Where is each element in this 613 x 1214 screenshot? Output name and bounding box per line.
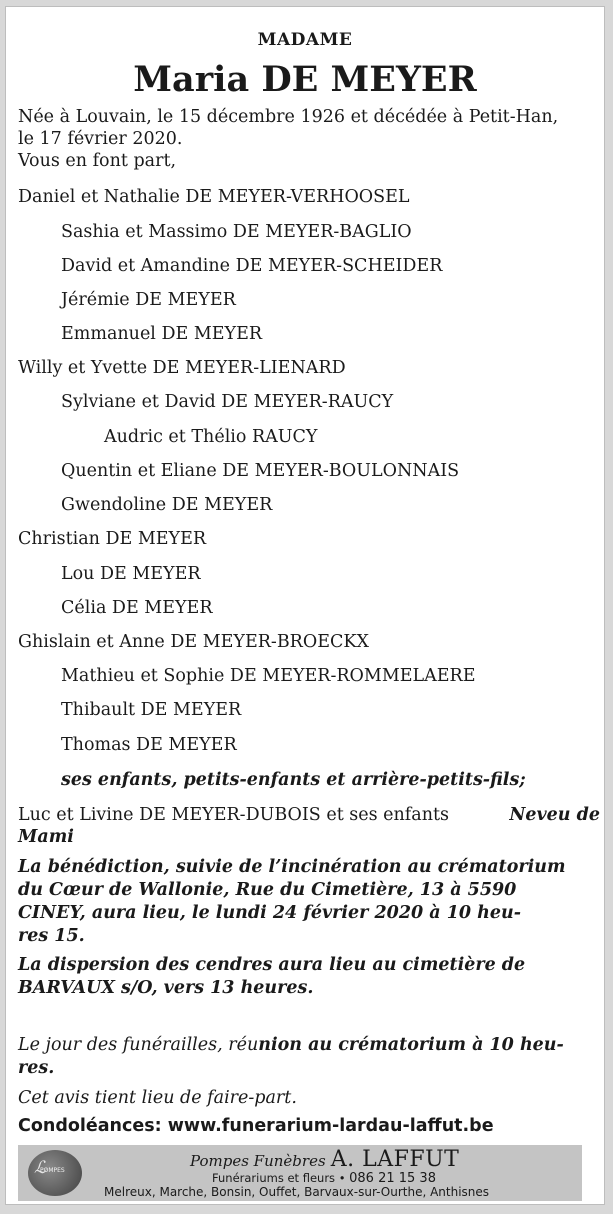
reunion-part: Le jour des funérailles, réu bbox=[18, 1035, 259, 1055]
dispersion-line: La dispersion des cendres aura lieu au cimetière de bbox=[18, 955, 526, 975]
dispersion-text bbox=[18, 954, 600, 1000]
family-member: Lou DE MEYER bbox=[61, 564, 201, 584]
funeral-home-title-small: Pompes Funèbres bbox=[190, 1152, 326, 1170]
funeral-home-title bbox=[190, 1147, 459, 1172]
logo-mark: ℒ bbox=[34, 1158, 47, 1178]
intro-line: Née à Louvain, le 15 décembre 1926 et décédée à Petit-Han, bbox=[18, 107, 559, 127]
dispersion-line: BARVAUX s/O, vers 13 heures. bbox=[18, 978, 314, 998]
family-member: Thibault DE MEYER bbox=[61, 700, 242, 720]
funeral-home-title-big: A. LAFFUT bbox=[330, 1147, 460, 1172]
nephew-label: Neveu de bbox=[509, 805, 600, 825]
intro-line: le 17 février 2020. bbox=[18, 129, 183, 149]
obituary-card bbox=[5, 6, 605, 1205]
ceremony-line: CINEY, aura lieu, le lundi 24 février 2020 à 10 heu- bbox=[18, 903, 521, 923]
nephew-names: Luc et Livine DE MEYER-DUBOIS et ses enfants bbox=[18, 805, 450, 825]
ceremony-line: res 15. bbox=[18, 926, 85, 946]
family-member: Willy et Yvette DE MEYER-LIENARD bbox=[18, 358, 346, 378]
family-member: Célia DE MEYER bbox=[61, 598, 213, 618]
reunion-part-bold: res. bbox=[18, 1058, 55, 1078]
family-member: Jérémie DE MEYER bbox=[61, 290, 236, 310]
funeral-home-services: Funérariums et fleurs • bbox=[212, 1171, 346, 1185]
nephew-block bbox=[18, 804, 600, 848]
condolences-link[interactable]: Condoléances: www.funerarium-lardau-laffut.be bbox=[18, 1116, 494, 1136]
ceremony-line: La bénédiction, suivie de l’incinération au crématorium bbox=[18, 857, 566, 877]
family-member: Emmanuel DE MEYER bbox=[61, 324, 263, 344]
family-member: Quentin et Eliane DE MEYER-BOULONNAIS bbox=[61, 461, 460, 481]
family-member: Ghislain et Anne DE MEYER-BROECKX bbox=[18, 632, 369, 652]
family-member: Daniel et Nathalie DE MEYER-VERHOOSEL bbox=[18, 187, 410, 207]
family-member: Audric et Thélio RAUCY bbox=[104, 427, 318, 447]
family-member: Mathieu et Sophie DE MEYER-ROMMELAERE bbox=[61, 666, 476, 686]
family-member: Thomas DE MEYER bbox=[61, 735, 237, 755]
family-member: Christian DE MEYER bbox=[18, 529, 207, 549]
reunion-part-bold: nion au crématorium à 10 heu- bbox=[258, 1035, 564, 1055]
deceased-name: Maria DE MEYER bbox=[133, 59, 477, 100]
ceremony-line: du Cœur de Wallonie, Rue du Cimetière, 13 à 5590 bbox=[18, 880, 517, 900]
reunion-text bbox=[18, 1034, 600, 1080]
logo-text: POMPES bbox=[40, 1167, 65, 1174]
funeral-home-contact bbox=[212, 1171, 436, 1186]
intro-text bbox=[18, 106, 600, 172]
funeral-home-logo-icon bbox=[28, 1150, 82, 1196]
family-member: David et Amandine DE MEYER-SCHEIDER bbox=[61, 256, 443, 276]
funeral-home-towns: Melreux, Marche, Bonsin, Ouffet, Barvaux-sur-Ourthe, Anthisnes bbox=[104, 1185, 490, 1199]
funeral-home-phone: 086 21 15 38 bbox=[349, 1171, 436, 1186]
descendants-line: ses enfants, petits-enfants et arrière-petits-fils; bbox=[61, 770, 526, 790]
family-member: Sylviane et David DE MEYER-RAUCY bbox=[61, 392, 394, 412]
family-member: Sashia et Massimo DE MEYER-BAGLIO bbox=[61, 222, 412, 242]
ceremony-text bbox=[18, 856, 600, 948]
notice-text: Cet avis tient lieu de faire-part. bbox=[18, 1088, 297, 1108]
funeral-home-banner bbox=[18, 1145, 582, 1201]
nephew-label-cont: Mami bbox=[18, 827, 74, 847]
intro-line: Vous en font part, bbox=[18, 151, 177, 171]
salutation-heading: MADAME bbox=[257, 30, 353, 50]
family-member: Gwendoline DE MEYER bbox=[61, 495, 273, 515]
